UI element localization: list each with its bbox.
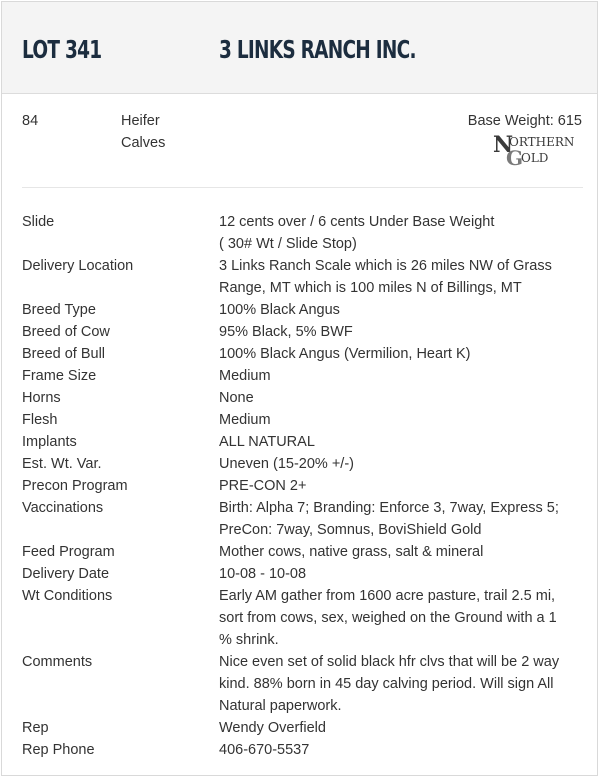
detail-value (219, 365, 589, 387)
detail-value-line: Medium (219, 368, 271, 384)
detail-value (219, 255, 589, 299)
detail-row (22, 431, 592, 453)
detail-value (219, 585, 589, 651)
detail-value (219, 497, 589, 541)
detail-value (219, 431, 589, 453)
detail-value-line: None (219, 390, 254, 406)
detail-value (219, 717, 589, 739)
detail-value (219, 211, 589, 255)
lot-header (2, 2, 597, 94)
detail-value-line: Medium (219, 412, 271, 428)
detail-label: Vaccinations (22, 500, 104, 516)
detail-value (219, 409, 589, 431)
detail-value-line: 95% Black, 5% BWF (219, 324, 353, 340)
details-list (22, 211, 592, 761)
svg-text:OLD: OLD (521, 151, 549, 165)
detail-row (22, 255, 592, 299)
detail-label: Precon Program (22, 478, 128, 494)
detail-label: Frame Size (22, 368, 97, 384)
detail-label: Wt Conditions (22, 588, 113, 604)
svg-text:N: N (493, 132, 514, 158)
detail-row (22, 651, 592, 717)
detail-value (219, 387, 589, 409)
detail-label: Rep (22, 720, 49, 736)
detail-label: Horns (22, 390, 61, 406)
detail-label: Slide (22, 214, 55, 230)
head-count: 84 (22, 113, 39, 129)
detail-row (22, 541, 592, 563)
detail-label: Comments (22, 654, 93, 670)
detail-value (219, 651, 589, 717)
detail-row (22, 563, 592, 585)
detail-value-line: kind. 88% born in 45 day calving period. Will sign All (219, 676, 554, 692)
detail-value-line: Birth: Alpha 7; Branding: Enforce 3, 7way, Express 5; (219, 500, 559, 516)
detail-value-line: 3 Links Ranch Scale which is 26 miles NW of Grass (219, 258, 552, 274)
detail-value (219, 739, 589, 761)
detail-value-line: Natural paperwork. (219, 698, 342, 714)
detail-row (22, 717, 592, 739)
detail-label: Est. Wt. Var. (22, 456, 102, 472)
detail-value-line: Nice even set of solid black hfr clvs that will be 2 way (219, 654, 560, 670)
detail-row (22, 211, 592, 255)
detail-value-line: sort from cows, sex, weighed on the Ground with a 1 (219, 610, 557, 626)
detail-value-line: 100% Black Angus (Vermilion, Heart K) (219, 346, 471, 362)
detail-label: Delivery Location (22, 258, 134, 274)
detail-row (22, 409, 592, 431)
detail-value (219, 541, 589, 563)
detail-value-line: ( 30# Wt / Slide Stop) (219, 236, 357, 252)
detail-label: Breed of Cow (22, 324, 110, 340)
detail-row (22, 387, 592, 409)
base-weight: Base Weight: 615 (467, 113, 582, 129)
svg-text:G: G (506, 146, 524, 167)
detail-row (22, 343, 592, 365)
detail-row (22, 365, 592, 387)
detail-label: Breed Type (22, 302, 96, 318)
detail-value-line: 100% Black Angus (219, 302, 340, 318)
detail-label: Implants (22, 434, 77, 450)
detail-value (219, 321, 589, 343)
detail-label: Feed Program (22, 544, 115, 560)
detail-label: Breed of Bull (22, 346, 106, 362)
detail-value-line: PreCon: 7way, Somnus, BoviShield Gold (219, 522, 482, 538)
lot-card (1, 1, 598, 776)
detail-row (22, 739, 592, 761)
northern-gold-logo-icon (493, 131, 585, 167)
svg-text:ORTHERN: ORTHERN (509, 135, 575, 149)
detail-value (219, 299, 589, 321)
detail-value-line: ALL NATURAL (219, 434, 315, 450)
detail-value (219, 343, 589, 365)
detail-value-line: 10-08 - 10-08 (219, 566, 307, 582)
seller-name: 3 LINKS RANCH INC. (219, 35, 416, 64)
section-divider (22, 187, 583, 188)
detail-value-line: % shrink. (219, 632, 279, 648)
detail-value-line: Wendy Overfield (219, 720, 326, 736)
detail-value-line: Early AM gather from 1600 acre pasture, trail 2.5 mi, (219, 588, 556, 604)
detail-value (219, 563, 589, 585)
detail-row (22, 299, 592, 321)
detail-value-line: Mother cows, native grass, salt & mineral (219, 544, 484, 560)
detail-value (219, 453, 589, 475)
detail-value-line: PRE-CON 2+ (219, 478, 307, 494)
detail-row (22, 475, 592, 497)
detail-label: Rep Phone (22, 742, 95, 758)
detail-label: Flesh (22, 412, 58, 428)
detail-row (22, 497, 592, 541)
detail-value (219, 475, 589, 497)
detail-value-line: 406-670-5537 (219, 742, 310, 758)
kind-line-1: Heifer (121, 113, 160, 129)
detail-row (22, 453, 592, 475)
detail-value-line: Uneven (15-20% +/-) (219, 456, 354, 472)
detail-row (22, 321, 592, 343)
lot-number: LOT 341 (22, 35, 102, 64)
detail-value-line: 12 cents over / 6 cents Under Base Weight (219, 214, 495, 230)
detail-row (22, 585, 592, 651)
detail-value-line: Range, MT which is 100 miles N of Billings, MT (219, 280, 522, 296)
detail-label: Delivery Date (22, 566, 110, 582)
kind-line-2: Calves (121, 135, 166, 151)
